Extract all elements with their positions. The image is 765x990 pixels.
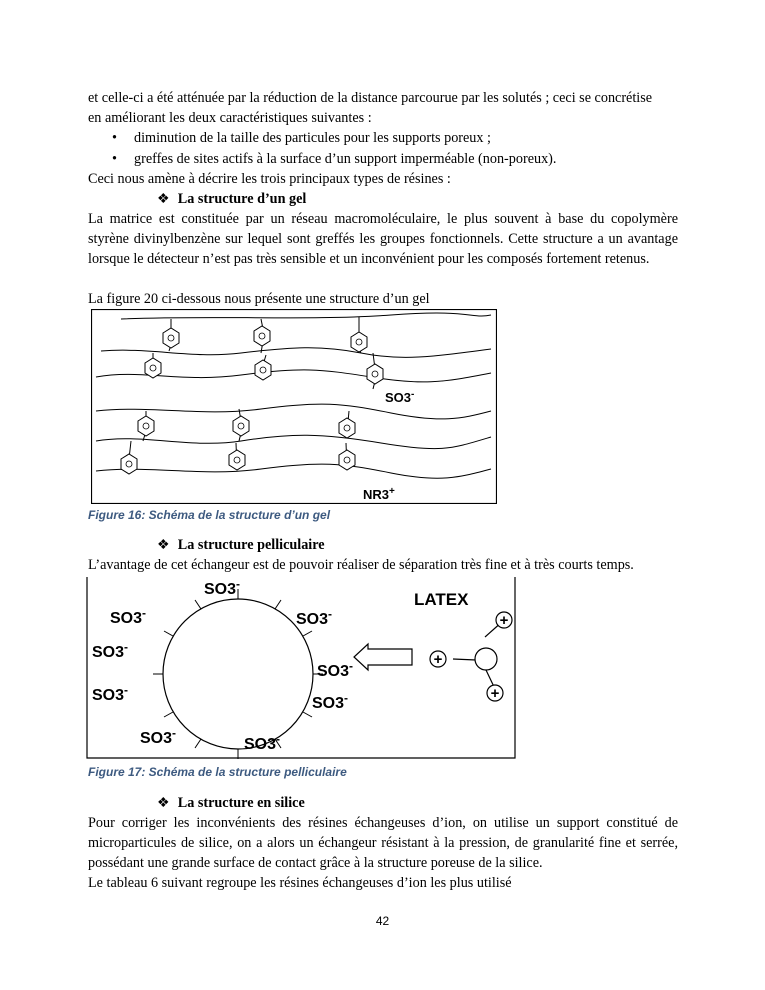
- section-heading-pelliculaire: ❖ La structure pelliculaire: [157, 537, 325, 553]
- figure-caption: Figure 16: Schéma de la structure d’un gel: [88, 508, 331, 522]
- section-heading-gel: ❖ La structure d’un gel: [157, 191, 307, 207]
- latex-particle: [475, 648, 497, 670]
- silice-body: Pour corriger les inconvénients des résines échangeuses d’ion, on utilise un support constitué de microparticules de silice, on a alors un échangeur résistant à la pression, de granularité fine et serrée, possédant une grande surface de contact grâce à la structure poreuse de la silice.: [88, 815, 678, 871]
- table-reference: Le tableau 6 suivant regroupe les résines échangeuses d’ion les plus utilisé: [88, 875, 512, 891]
- so3-label: SO3-: [92, 683, 129, 704]
- bullet-dot: •: [112, 130, 117, 146]
- so3-label: SO3-: [92, 640, 129, 661]
- svg-text:+: +: [433, 651, 443, 668]
- nr3-label: NR3+: [363, 486, 395, 502]
- bullet-item: greffes de sites actifs à la surface d’un support imperméable (non-poreux).: [134, 151, 557, 167]
- so3-label: SO3-: [312, 691, 349, 712]
- figure-reference: La figure 20 ci-dessous nous présente une structure d’un gel: [88, 291, 430, 307]
- paragraph-line: et celle-ci a été atténuée par la réduction de la distance parcourue par les solutés ; ceci se concrétise: [88, 90, 653, 106]
- paragraph-line: en améliorant les deux caractéristiques suivantes :: [88, 110, 372, 126]
- diamond-bullet-icon: ❖: [157, 191, 170, 207]
- pelliculaire-body: L’avantage de cet échangeur est de pouvoir réaliser de séparation très fine et à très courts temps.: [88, 557, 634, 573]
- page-number: 42: [375, 914, 390, 928]
- section-heading-silice: ❖ La structure en silice: [157, 795, 305, 811]
- so3-label: SO3-: [317, 659, 354, 680]
- gel-body: La matrice est constituée par un réseau macromoléculaire, le plus souvent à base du copolymère styrène divinylbenzène sur lequel sont greffés les groupes fonctionnels. Cette structure a un avantage lorsque le détecteur n’est pas très sensible et un inconvénient pour les composés fortement retenus.: [88, 211, 678, 267]
- pelliculaire-structure-figure: [86, 576, 516, 760]
- gel-structure-figure: [91, 309, 497, 504]
- figure-caption: Figure 17: Schéma de la structure pelliculaire: [88, 765, 347, 779]
- so3-label: SO3-: [296, 607, 333, 628]
- so3-label: SO3-: [110, 606, 147, 627]
- bullet-dot: •: [112, 151, 117, 167]
- so3-label: SO3-: [385, 389, 415, 405]
- so3-label: SO3-: [204, 577, 241, 598]
- svg-text:+: +: [499, 612, 509, 629]
- diamond-bullet-icon: ❖: [157, 537, 170, 553]
- diamond-bullet-icon: ❖: [157, 795, 170, 811]
- latex-label: LATEX: [414, 590, 469, 609]
- left-arrow-icon: [354, 644, 412, 670]
- intro-types: Ceci nous amène à décrire les trois principaux types de résines :: [88, 171, 451, 187]
- so3-label: SO3-: [244, 732, 281, 753]
- bullet-item: diminution de la taille des particules pour les supports poreux ;: [134, 130, 491, 146]
- so3-label: SO3-: [140, 726, 177, 747]
- svg-text:+: +: [490, 685, 500, 702]
